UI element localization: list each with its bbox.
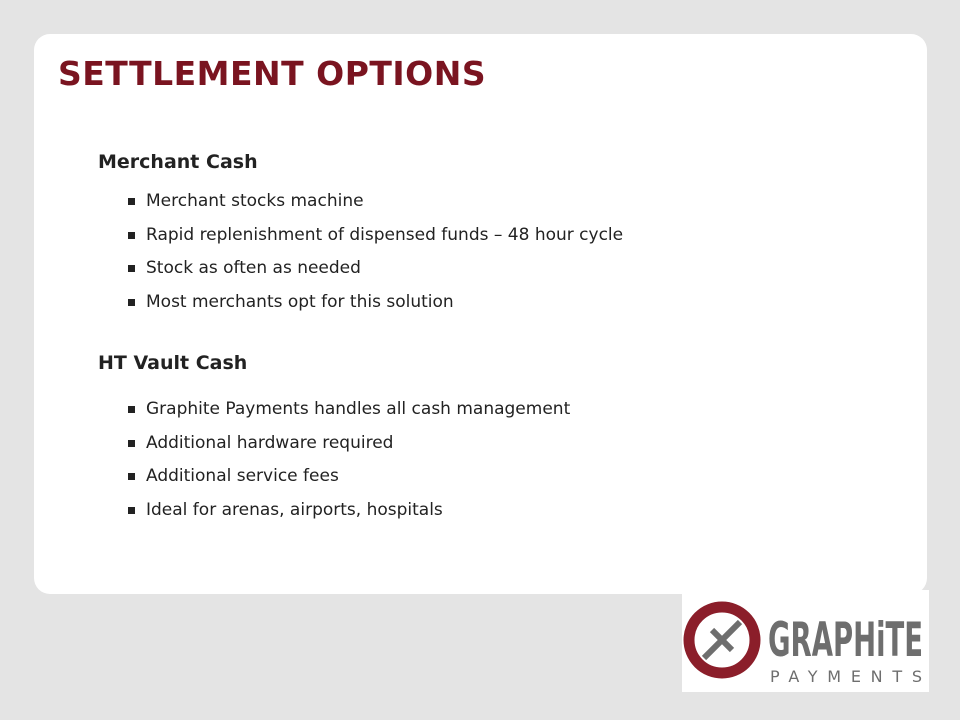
square-bullet-icon <box>128 473 135 480</box>
list-item: Rapid replenishment of dispensed funds – 48 hour cycle <box>98 219 623 253</box>
logo-graphic <box>682 590 929 692</box>
logo-emblem-icon <box>689 607 755 673</box>
section-ht-vault-cash <box>98 352 570 527</box>
square-bullet-icon <box>128 440 135 447</box>
square-bullet-icon <box>128 299 135 306</box>
logo-wordmark: GRAPHiTE <box>768 613 923 668</box>
section-heading: HT Vault Cash <box>98 352 248 374</box>
bullet-list <box>98 185 623 319</box>
list-item: Stock as often as needed <box>98 252 623 286</box>
square-bullet-icon <box>128 198 135 205</box>
list-item: Ideal for arenas, airports, hospitals <box>98 494 570 528</box>
square-bullet-icon <box>128 406 135 413</box>
graphite-payments-logo <box>682 590 929 692</box>
square-bullet-icon <box>128 507 135 514</box>
slide-title: SETTLEMENT OPTIONS <box>58 54 487 93</box>
list-item: Additional hardware required <box>98 427 570 461</box>
square-bullet-icon <box>128 265 135 272</box>
content-card <box>34 34 927 594</box>
section-merchant-cash <box>98 151 623 319</box>
list-item: Most merchants opt for this solution <box>98 286 623 320</box>
list-item: Merchant stocks machine <box>98 185 623 219</box>
logo-tagline: PAYMENTS <box>770 667 922 686</box>
bullet-list <box>98 393 570 527</box>
section-heading: Merchant Cash <box>98 151 258 173</box>
list-item: Additional service fees <box>98 460 570 494</box>
square-bullet-icon <box>128 232 135 239</box>
list-item: Graphite Payments handles all cash management <box>98 393 570 427</box>
